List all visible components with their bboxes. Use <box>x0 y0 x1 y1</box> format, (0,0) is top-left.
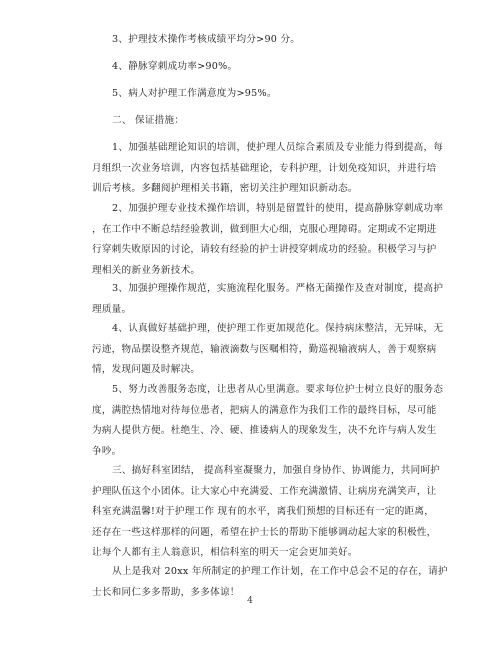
measure-2 <box>92 199 444 281</box>
text-line: 理相关的新业务新技术。 <box>92 264 201 276</box>
page-number: 4 <box>247 596 253 606</box>
text-line: 5、努力改善服务态度，让患者从心里满意。要求每位护士树立良好的服务态 <box>112 384 444 395</box>
measure-1 <box>92 138 444 200</box>
text-line: 2、加强护理专业技术操作培训，特别是留置针的使用，提高静脉穿刺成功率 <box>112 203 444 214</box>
text-line: 1、加强基础理论知识的培训，使护理人员综合素质及专业能力得到提高，每 <box>112 142 444 153</box>
text-line: 士长和同仁多多帮助，多多体谅！ <box>92 586 240 598</box>
measure-3 <box>92 279 444 320</box>
text-line: 二、 保证措施： <box>112 115 185 126</box>
text-line: 4、静脉穿刺成功率>90%。 <box>112 61 238 72</box>
goal-item-3 <box>92 30 422 51</box>
text-line: 3、加强护理操作规范，实施流程化服务。严格无菌操作及查对制度，提高护 <box>112 283 444 294</box>
text-line: 科室充满温馨!对于护理工作 现有的水平，离我们预想的目标还有一定的距离， <box>92 506 435 517</box>
text-line: 理质量。 <box>92 303 132 315</box>
section-three <box>92 461 441 564</box>
text-line: 污迹，物品摆设整齐规范，输液滴数与医嘱相符，勤巡视输液病人，善于观察病 <box>92 343 437 355</box>
text-line: 从上是我对 20xx 年所制定的护理工作计划，在工作中总会不足的存在，请护 <box>112 566 448 577</box>
text-line: 还存在一些这样那样的问题，希望在护士长的帮助下能够调动起大家的积极性， <box>92 526 437 538</box>
goal-item-5 <box>92 84 422 105</box>
text-line: 为病人提供方便。杜绝生、冷、硬、推诿病人的现象发生，决不允许与病人发生 <box>92 425 437 436</box>
text-line: 5、病人对护理工作满意度为>95%。 <box>112 88 277 99</box>
text-line: 争吵。 <box>92 445 122 457</box>
measure-5 <box>92 380 444 462</box>
text-line: 情，发现问题及时解决。 <box>92 364 201 375</box>
goal-item-4 <box>92 57 422 78</box>
text-line: ，在工作中不断总结经验教训，做到胆大心细，克服心理障碍。定期或不定期进 <box>92 223 437 235</box>
text-line: 三、搞好科室团结， 提高科室凝聚力，加强自身协作、协调能力，共同呵护 <box>112 465 441 476</box>
text-line: 度，满腔热情地对待每位患者，把病人的满意作为我们工作的最终目标，尽可能 <box>92 404 437 416</box>
text-line: 4、认真做好基础护理，使护理工作更加规范化。保持病床整洁，无异味，无 <box>112 323 444 334</box>
measure-4 <box>92 319 444 381</box>
text-line: 3、护理技术操作考核成绩平均分>90 分。 <box>112 34 301 45</box>
text-line: 行穿刺失败原因的讨论，请较有经验的护士讲授穿刺成功的经验。积极学习与护 <box>92 244 437 255</box>
section-heading <box>92 111 422 132</box>
text-line: 月组织一次业务培训，内容包括基础理论，专科护理，计划免疫知识，并进行培 <box>92 162 437 174</box>
text-line: 训后考核。多翻阅护理相关书籍，密切关注护理知识新动态。 <box>92 183 358 194</box>
text-line: 护理队伍这个小团体。让大家心中充满爱、工作充满激情、让病房充满笑声，让 <box>92 485 437 497</box>
text-line: 让每个人都有主人翁意识，相信科室的明天一定会更加美好。 <box>92 547 358 558</box>
